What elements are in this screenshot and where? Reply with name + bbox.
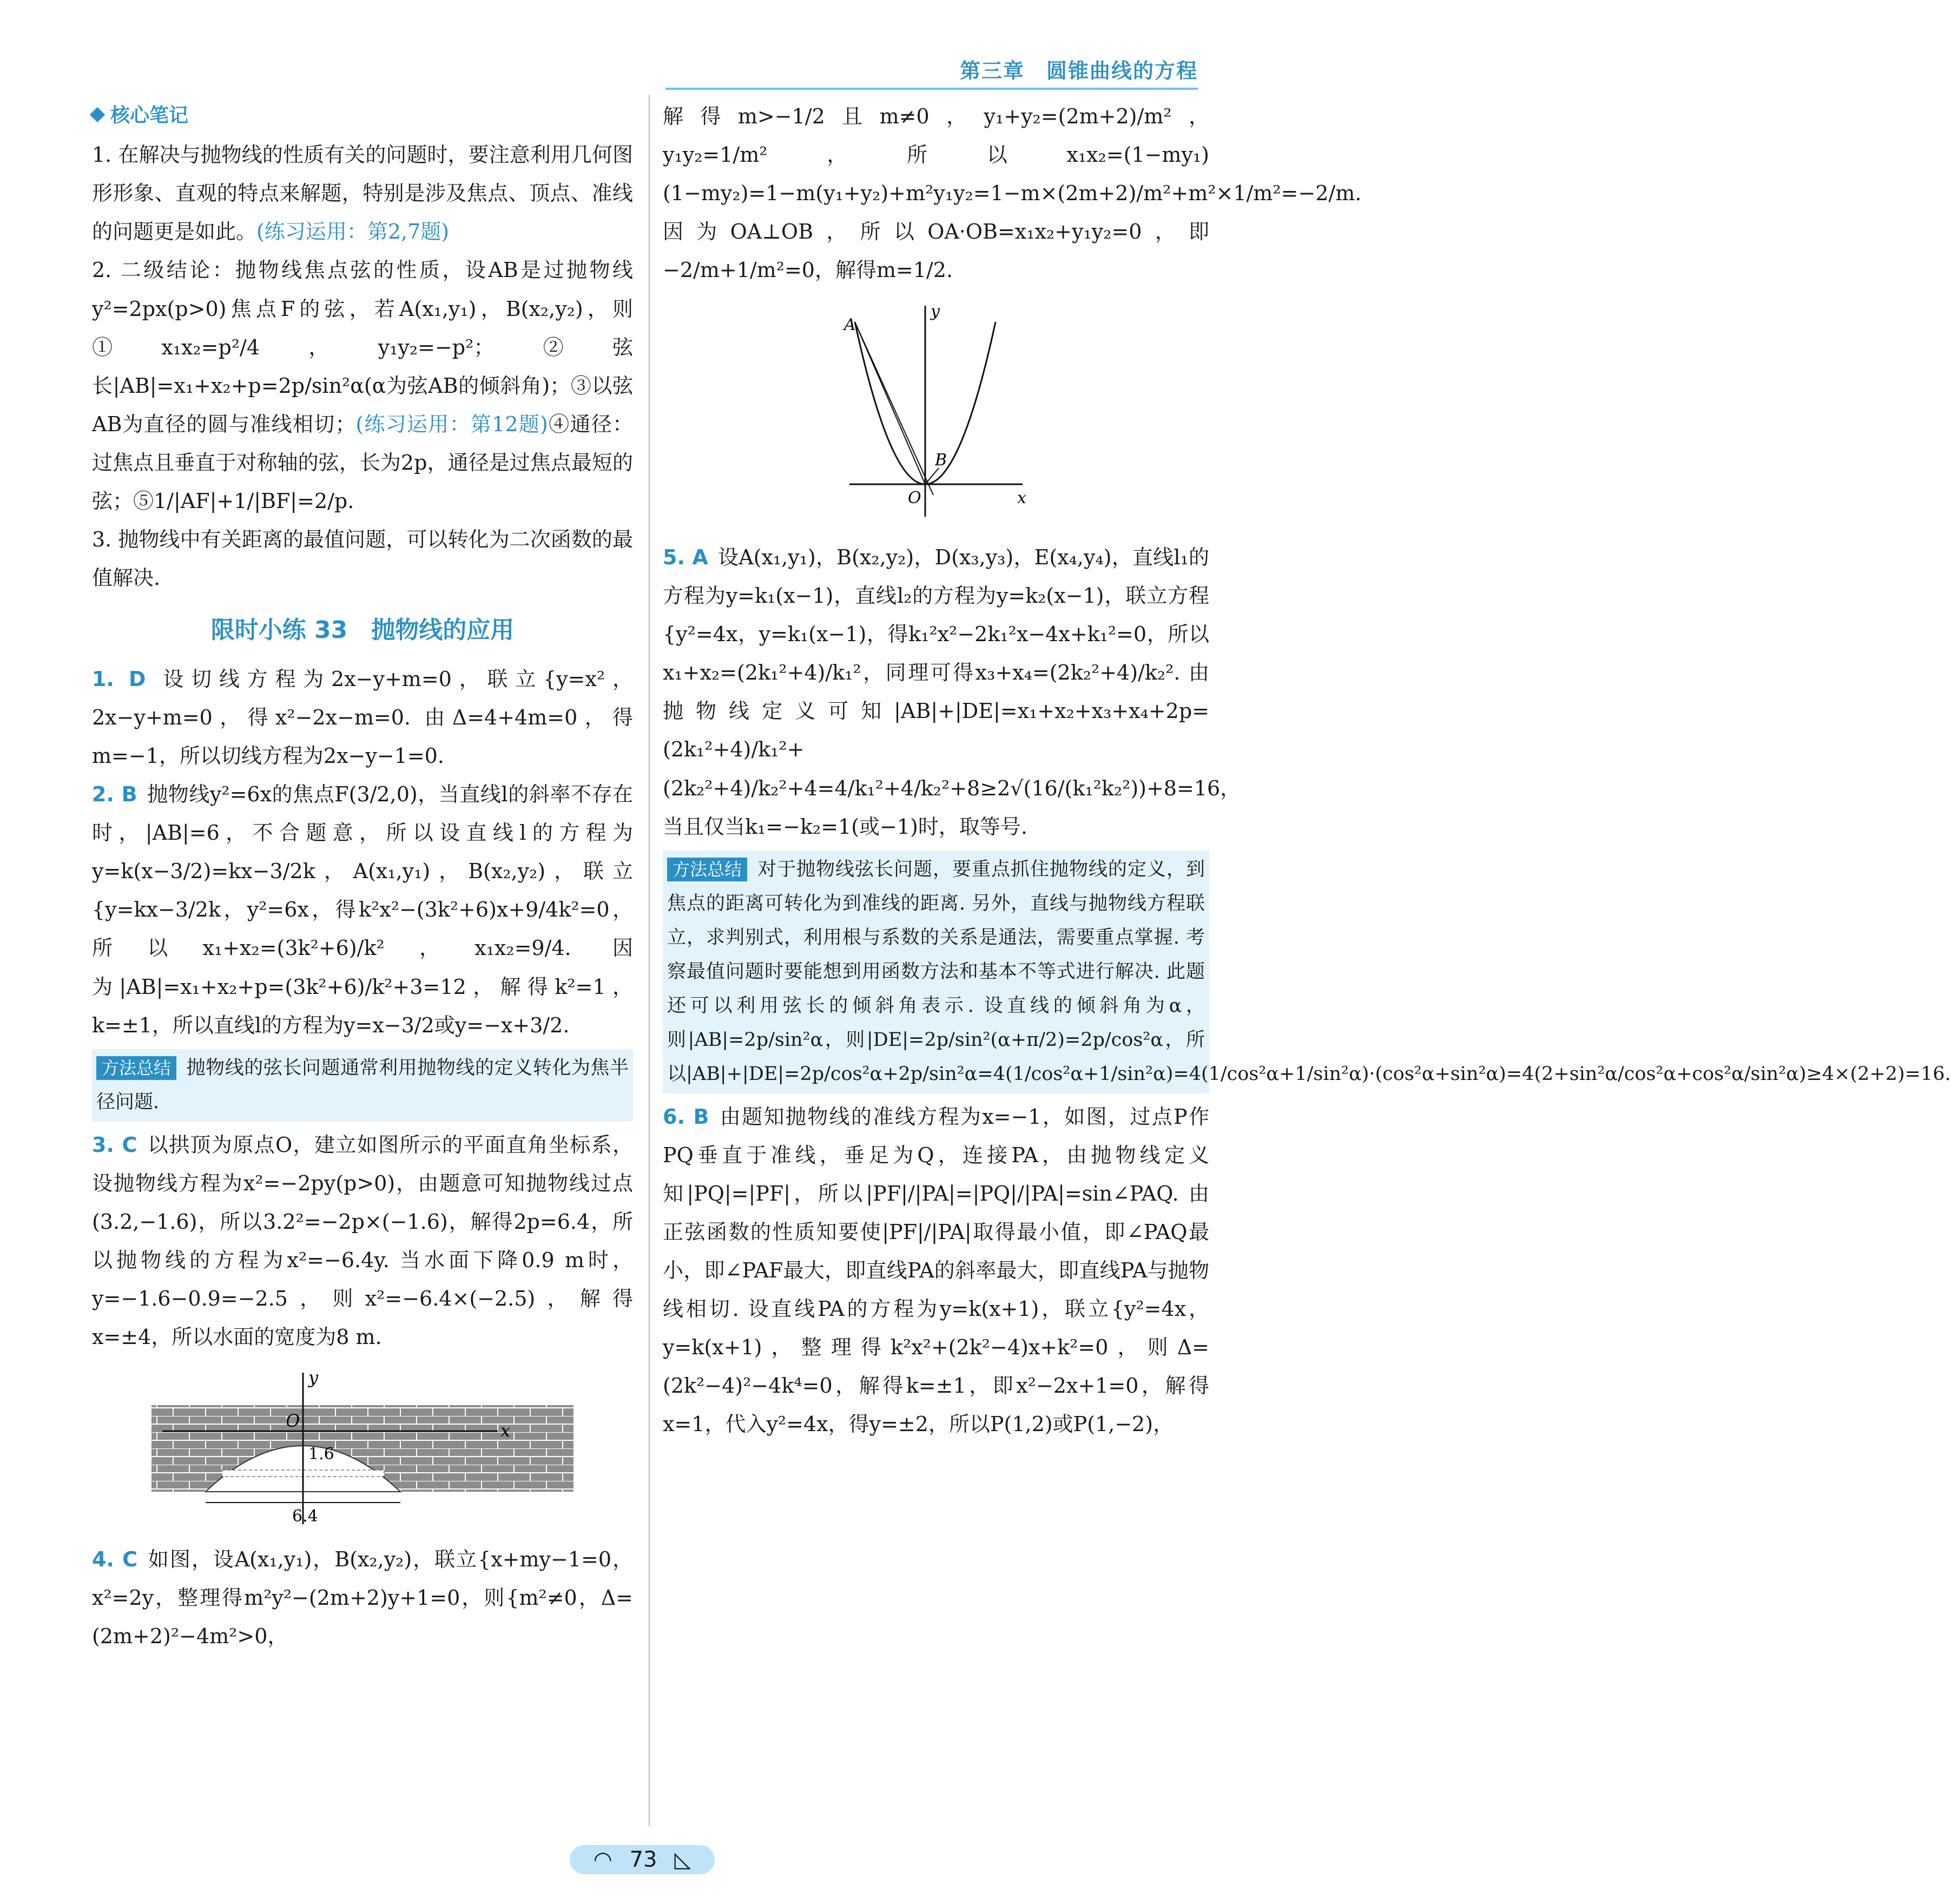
ruler-icon: ◺ — [674, 1847, 691, 1872]
fig4-point-b: B — [935, 451, 947, 470]
question-5: 5. A 设A(x₁,y₁)，B(x₂,y₂)，D(x₃,y₃)，E(x₄,y₄)，直线l₁的方程为y=k₁(x−1)，直线l₂的方程为y=k₂(x−1)，联立方程{y²=4x，y=k₁(x−1)，得k₁²x²−2k₁²x−4x+k₁²=0，所以x₁+x₂=(2k₁²+4)/k₁²，同理可得x₃+x₄=(2k₂²+4)/k₂². 由抛物线定义可知|AB|+|DE|=x₁+x₂+x₃+x₄+2p=(2k₁²+4)/k₁²+(2k₂²+4)/k₂²+4=4/k₁²+4/k₂²+8≥2√(16/(k₁²k₂²))+8=16，当且仅当k₁=−k₂=1(或−1)时，取等号. — [663, 545, 1241, 839]
note-2: 2. 二级结论：抛物线焦点弦的性质，设AB是过抛物线y²=2px(p>0)焦点F的弦，若A(x₁,y₁)，B(x₂,y₂)，则①x₁x₂=p²/4，y₁y₂=−p²；②弦长|AB|=x₁+x₂+p=2p/sin²α(α为弦AB的倾斜角)；③以弦AB为直径的圆与准线相切；(练习运用：第12题)④通径：过焦点且垂直于对称轴的弦，长为2p，通径是过焦点最短的弦；⑤1/|AF|+1/|BF|=2/p. — [92, 258, 633, 513]
fig3-width: 6.4 — [292, 1506, 318, 1526]
fig3-height: 1.6 — [308, 1444, 334, 1464]
protractor-icon: ◠ — [593, 1847, 612, 1872]
question-2: 2. B 抛物线y²=6x的焦点F(3/2,0)，当直线l的斜率不存在时，|AB|=6，不合题意，所以设直线l的方程为y=k(x−3/2)=kx−3/2k，A(x₁,y₁)，B(x₂,y₂)，联立{y=kx−3/2k，y²=6x，得k²x²−(3k²+6)x+9/4k²=0，所以x₁+x₂=(3k²+6)/k²，x₁x₂=9/4. 因为|AB|=x₁+x₂+p=(3k²+6)/k²+3=12，解得k²=1，k=±1，所以直线l的方程为y=x−3/2或y=−x+3/2. — [92, 782, 634, 1037]
fig3-y-label: y — [308, 1367, 319, 1388]
notes-heading: 核心笔记 — [92, 97, 633, 134]
method-tag: 方法总结 — [96, 1056, 176, 1081]
parabola-figure — [839, 300, 1033, 528]
section-title: 限时小练 33 抛物线的应用 — [210, 616, 515, 644]
fig4-point-a: A — [844, 315, 856, 335]
question-4: 4. C 如图，设A(x₁,y₁)，B(x₂,y₂)，联立{x+my−1=0，x²=2y，整理得m²y²−(2m+2)y+1=0，则{m²≠0，Δ=(2m+2)²−4m²>0， — [92, 1547, 633, 1648]
fig3-x-label: x — [500, 1420, 511, 1441]
fig4-y-label: y — [931, 302, 940, 321]
header-rule — [665, 88, 1198, 90]
question-6: 6. B 由题知抛物线的准线方程为x=−1，如图，过点P作PQ垂直于准线，垂足为Q，连接PA，由抛物线定义知|PQ|=|PF|，所以|PF|/|PA|=|PQ|/|PA|=sin∠PAQ. 由正弦函数的性质知要使|PF|/|PA|取得最小值，即∠PAQ最小，即∠PAF最大，即直线PA的斜率最大，即直线PA与抛物线相切. 设直线PA的方程为y=k(x+1)，联立{y²=4x，y=k(x+1)，整理得k²x²+(2k²−4)x+k²=0，则Δ=(2k²−4)²−4k⁴=0，解得k=±1，即x²−2x+1=0，解得x=1，代入y²=4x，得y=±2，所以P(1,2)或P(1,−2)， — [663, 1104, 1209, 1436]
left-column — [92, 97, 633, 1656]
method-summary-1: 方法总结 抛物线的弦长问题通常利用抛物线的定义转化为焦半径问题. — [92, 1049, 633, 1122]
chapter-title: 第三章 圆锥曲线的方程 — [959, 59, 1198, 83]
question-3: 3. C 以拱顶为原点O，建立如图所示的平面直角坐标系，设抛物线方程为x²=−2py(p>0)，由题意可知抛物线过点(3.2,−1.6)，所以3.2²=−2p×(−1.6)，解得2p=6.4，所以抛物线的方程为x²=−6.4y. 当水面下降0.9 m时，y=−1.6−0.9=−2.5，则x²=−6.4×(−2.5)，解得x=±4，所以水面的宽度为8 m. — [92, 1132, 634, 1349]
fig3-origin: O — [286, 1410, 300, 1431]
question-4-continued: 解得m>−1/2且m≠0，y₁+y₂=(2m+2)/m²，y₁y₂=1/m²，所以x₁x₂=(1−my₁)(1−my₂)=1−m(y₁+y₂)+m²y₁y₂=1−m×(2m+2)/m²+m²×1/m²=−2/m. 因为OA⊥OB，所以OA·OB=x₁x₂+y₁y₂=0，即−2/m+1/m²=0，解得m=1/2. — [663, 104, 1362, 282]
question-1: 1. D 设切线方程为2x−y+m=0，联立{y=x²，2x−y+m=0，得x²−2x−m=0. 由Δ=4+4m=0，得m=−1，所以切线方程为2x−y−1=0. — [92, 667, 633, 768]
note-2-ref: (练习运用：第12题) — [355, 412, 548, 436]
note-1: 1. 在解决与抛物线的性质有关的问题时，要注意利用几何图形形象、直观的特点来解题，特别是涉及焦点、顶点、准线的问题更是如此。(练习运用：第2,7题) — [92, 143, 633, 244]
segment-ob — [925, 468, 939, 484]
note-1-ref: (练习运用：第2,7题) — [256, 220, 450, 244]
fig4-x-label: x — [1017, 489, 1026, 508]
method-tag: 方法总结 — [667, 858, 747, 882]
diamond-icon — [90, 107, 105, 122]
fig4-origin: O — [908, 489, 921, 508]
right-column — [663, 97, 1951, 1444]
method-summary-2: 方法总结 对于抛物线弦长问题，要重点抓住抛物线的定义，到焦点的距离可转化为到准线的距离. 另外，直线与抛物线方程联立，求判别式，利用根与系数的关系是通法，需要重点掌握. 考察最值问题时要能想到用函数方法和基本不等式进行解决. 此题还可以利用弦长的倾斜角表示. 设直线的倾斜角为α，则|AB|=2p/sin²α，则|DE|=2p/sin²(α+π/2)=2p/cos²α，所以|AB|+|DE|=2p/cos²α+2p/sin²α=4(1/cos²α+1/sin²α)=4(1/cos²α+1/sin²α)·(cos²α+sin²α)=4(2+sin²α/cos²α+cos²α/sin²α)≥4×(2+2)=16. — [663, 851, 1209, 1093]
note-3: 3. 抛物线中有关距离的最值问题，可以转化为二次函数的最值解决. — [92, 527, 633, 590]
arch-bridge-figure — [141, 1367, 584, 1530]
segment-oa — [855, 322, 925, 484]
column-divider — [649, 95, 650, 1826]
page-number-pill — [570, 1845, 715, 1874]
page-footer — [0, 1845, 1284, 1874]
page-number: 73 — [629, 1847, 657, 1872]
